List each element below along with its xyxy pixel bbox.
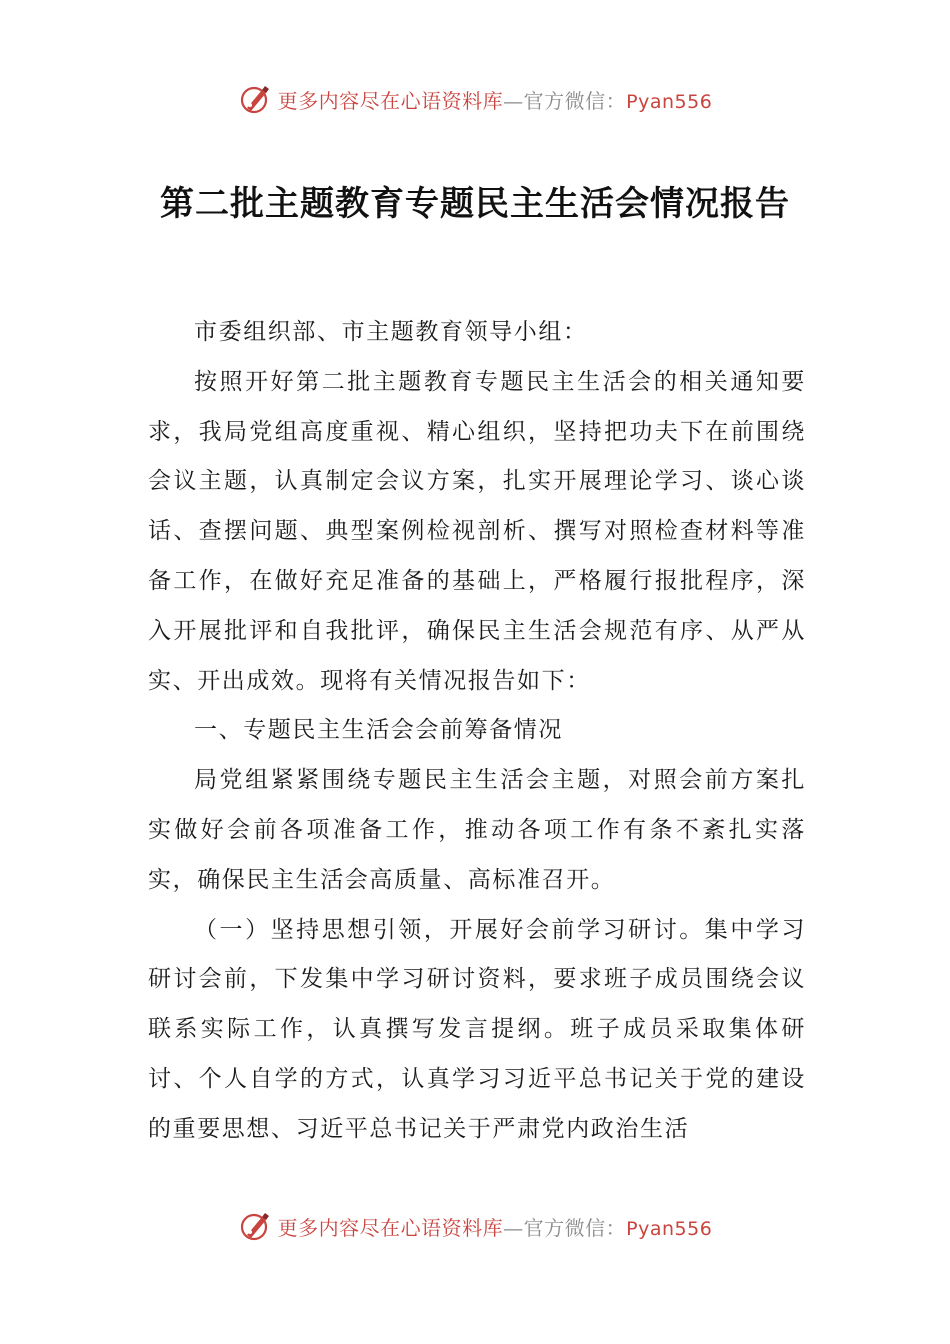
watermark-text — [278, 1212, 713, 1241]
header-watermark — [0, 82, 950, 116]
watermark-wechat-id: Pyan556 — [626, 1217, 713, 1240]
watermark-brand: 更多内容尽在心语资料库 — [277, 88, 504, 113]
paragraph-section-1: 局党组紧紧围绕专题民主生活会主题，对照会前方案扎实做好会前各项准备工作，推动各项工作有条不紊扎实落实，确保民主生活会高质量、高标准召开。 — [148, 767, 806, 893]
watermark-text — [278, 85, 713, 114]
watermark-wechat-label: 官方微信： — [523, 1215, 627, 1240]
paragraph-intro: 按照开好第二批主题教育专题民主生活会的相关通知要求，我局党组高度重视、精心组织，坚持把功夫下在前围绕会议主题，认真制定会议方案，扎实开展理论学习、谈心谈话、查摆问题、典型案例检视剖析、撰写对照检查材料等准备工作，在做好充足准备的基础上，严格履行报批程序，深入开展批评和自我批评，确保民主生活会规范有序、从严从实、开出成效。现将有关情况报告如下： — [148, 368, 806, 694]
watermark-wechat-id: Pyan556 — [626, 90, 713, 113]
watermark-wechat-label: 官方微信： — [523, 88, 627, 113]
watermark-brand: 更多内容尽在心语资料库 — [277, 1215, 504, 1240]
document-title: 第二批主题教育专题民主生活会情况报告 — [160, 184, 790, 224]
footer-watermark — [0, 1209, 950, 1243]
section-heading-1: 一、专题民主生活会会前筹备情况 — [194, 717, 563, 744]
watermark-dash: — — [503, 1215, 524, 1240]
document-body — [148, 308, 806, 1155]
pen-circle-logo-icon — [238, 82, 272, 116]
watermark-dash: — — [503, 88, 524, 113]
salutation: 市委组织部、市主题教育领导小组： — [194, 319, 588, 345]
paragraph-subsection-1: （一）坚持思想引领，开展好会前学习研讨。集中学习研讨会前，下发集中学习研讨资料，要求班子成员围绕会议联系实际工作，认真撰写发言提纲。班子成员采取集体研讨、个人自学的方式，认真学习习近平总书记关于党的建设的重要思想、习近平总书记关于严肃党内政治生活 — [148, 916, 806, 1142]
pen-circle-logo-icon — [238, 1209, 272, 1243]
